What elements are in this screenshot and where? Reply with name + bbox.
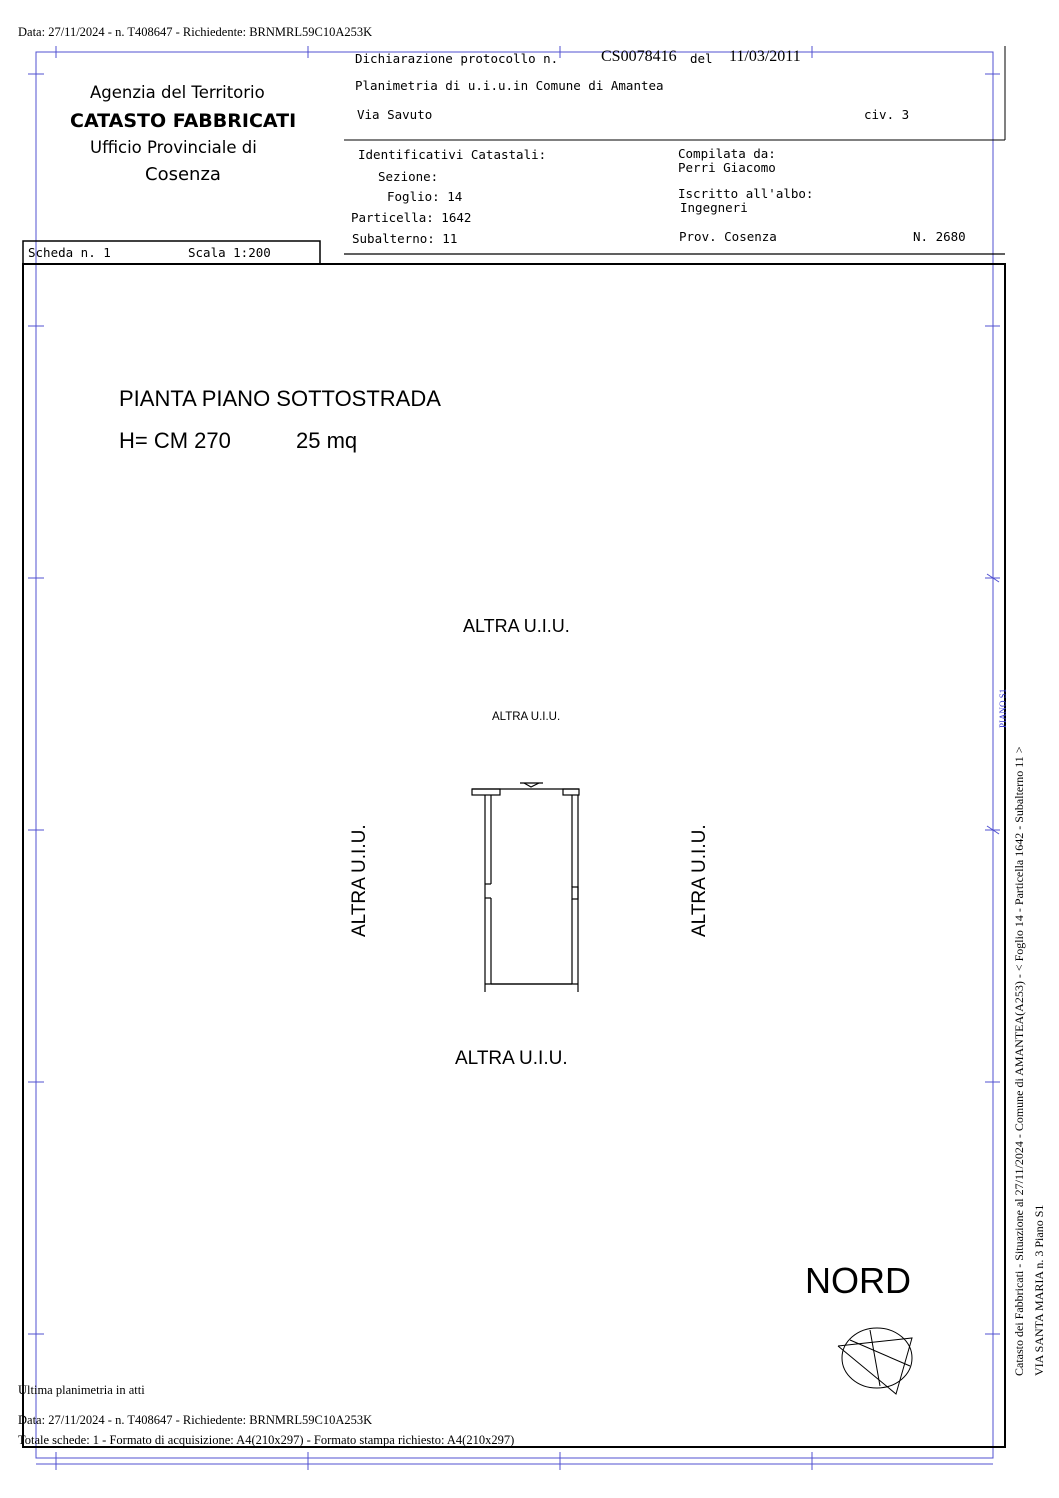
address-street: Via Savuto: [357, 107, 433, 122]
catasto-title: CATASTO FABBRICATI: [70, 110, 297, 132]
compilata-label: Compilata da:: [678, 146, 776, 161]
blue-crop-frame: [28, 46, 1000, 1470]
room-outline: [472, 783, 579, 992]
footer-request-stamp: Data: 27/11/2024 - n. T408647 - Richiedente: BRNMRL59C10A253K: [18, 1413, 373, 1427]
sezione-field: Sezione:: [378, 169, 439, 184]
agency-name: Agenzia del Territorio: [90, 83, 265, 102]
address-civic: civ. 3: [864, 107, 910, 122]
plan-title: PIANTA PIANO SOTTOSTRADA: [119, 386, 441, 411]
compilata-name: Perri Giacomo: [678, 160, 776, 175]
office-city: Cosenza: [145, 164, 221, 185]
identificativi-label: Identificativi Catastali:: [358, 147, 547, 162]
protocol-date: 11/03/2011: [729, 48, 801, 65]
north-label: NORD: [805, 1260, 911, 1301]
scheda-number: Scheda n. 1: [28, 245, 111, 260]
black-drawing-frame: [23, 46, 1005, 1447]
adjacent-unit-top: ALTRA U.I.U.: [463, 616, 570, 636]
north-arrow-icon: [838, 1328, 912, 1394]
planimetria-title: Planimetria di u.i.u.in Comune di Amantea: [355, 78, 664, 93]
adjacent-unit-bottom: ALTRA U.I.U.: [455, 1048, 568, 1069]
protocol-number: CS0078416: [601, 48, 677, 65]
iscritto-value: Ingegneri: [680, 200, 748, 215]
foglio-field: Foglio: 14: [387, 189, 463, 204]
office-label: Ufficio Provinciale di: [90, 138, 257, 157]
subalterno-field: Subalterno: 11: [352, 231, 458, 246]
register-number: N. 2680: [913, 229, 966, 244]
last-plan-note: Ultima planimetria in atti: [18, 1383, 145, 1397]
protocol-del: del: [690, 51, 713, 66]
side-address-text: VIA SANTA MARIA n. 3 Piano S1: [1032, 1204, 1046, 1376]
adjacent-unit-right: ALTRA U.I.U.: [689, 824, 710, 937]
plan-height: H= CM 270: [119, 428, 231, 453]
iscritto-label: Iscritto all'albo:: [678, 186, 814, 201]
particella-field: Particella: 1642: [351, 210, 472, 225]
floor-marker: PIANO S1: [998, 688, 1008, 728]
adjacent-unit-left: ALTRA U.I.U.: [349, 824, 370, 937]
protocol-label: Dichiarazione protocollo n.: [355, 51, 559, 66]
top-request-stamp: Data: 27/11/2024 - n. T408647 - Richiedente: BRNMRL59C10A253K: [18, 25, 373, 39]
footer-totals: Totale schede: 1 - Formato di acquisizione: A4(210x297) - Formato stampa richiesto: A4(210x297): [18, 1433, 515, 1447]
plan-area: 25 mq: [296, 428, 358, 453]
province-field: Prov. Cosenza: [679, 229, 777, 244]
adjacent-unit-top-small: ALTRA U.I.U.: [492, 711, 561, 723]
scale-label: Scala 1:200: [188, 245, 271, 260]
side-situation-text: Catasto dei Fabbricati - Situazione al 27/11/2024 - Comune di AMANTEA(A253) - < Foglio 14 - Particella 1642 - Subalterno 11 >: [1012, 746, 1026, 1376]
